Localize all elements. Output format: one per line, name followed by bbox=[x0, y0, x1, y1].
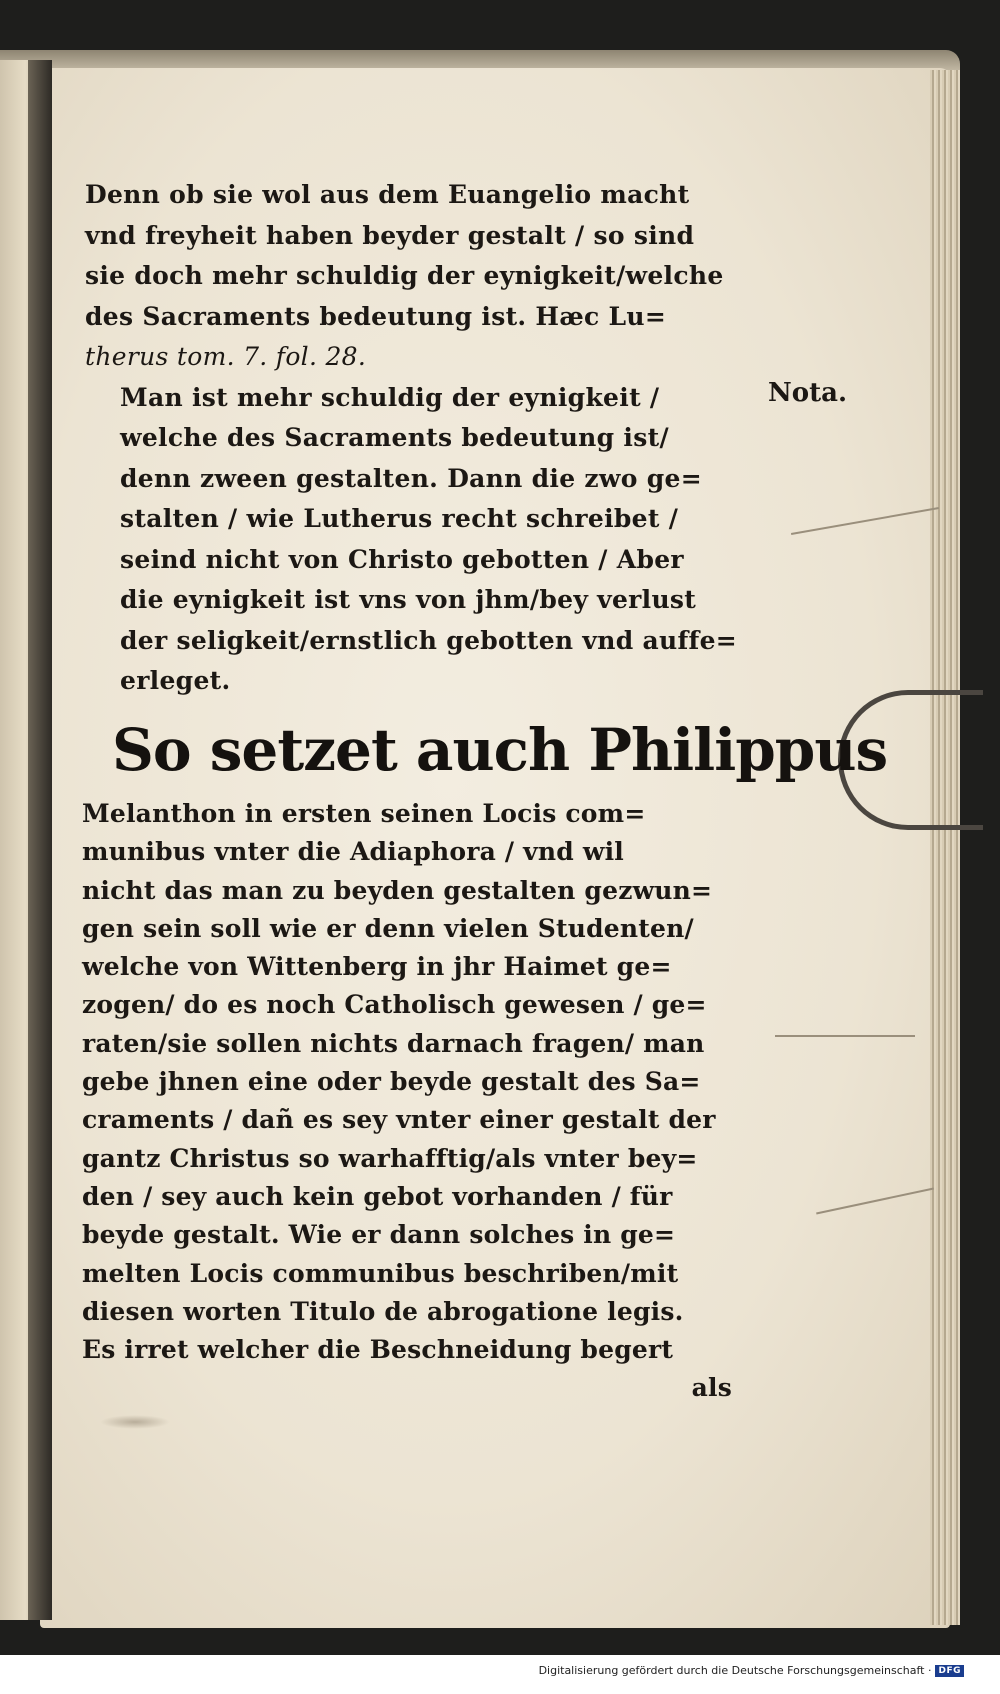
text-line: diesen worten Titulo de abrogatione legis. bbox=[82, 1296, 684, 1326]
text-line: nicht das man zu beyden gestalten gezwun= bbox=[82, 875, 713, 905]
text-line: therus tom. 7. fol. 28. bbox=[85, 342, 367, 371]
text-line: craments / dañ es sey vnter einer gestalt der bbox=[82, 1105, 716, 1135]
text-line: melten Locis communibus beschriben/mit bbox=[82, 1258, 679, 1288]
text-line: gantz Christus so warhafftig/als vnter bey= bbox=[82, 1143, 698, 1173]
text-block-1 bbox=[85, 175, 775, 702]
text-line: gebe jhnen eine oder beyde gestalt des Sa= bbox=[82, 1067, 701, 1097]
text-line: erleget. bbox=[120, 666, 231, 695]
dfg-logo: DFG bbox=[935, 1665, 964, 1677]
text-line: Denn ob sie wol aus dem Euangelio macht bbox=[85, 180, 690, 209]
text-line: den / sey auch kein gebot vorhanden / für bbox=[82, 1181, 673, 1211]
text-block-3 bbox=[82, 795, 782, 1408]
text-line: vnd freyheit haben beyder gestalt / so sind bbox=[85, 220, 695, 250]
text-line: der seligkeit/ernstlich gebotten vnd auffe= bbox=[120, 625, 738, 655]
catchword: als bbox=[691, 1373, 732, 1403]
text-line: zogen/ do es noch Catholisch gewesen / ge= bbox=[82, 990, 707, 1020]
text-line: welche des Sacraments bedeutung ist/ bbox=[120, 423, 669, 452]
text-line: Es irret welcher die Beschneidung begert bbox=[82, 1335, 674, 1365]
text-line: munibus vnter die Adiaphora / vnd wil bbox=[82, 837, 624, 867]
digitization-credit bbox=[539, 1664, 964, 1677]
marginal-note: Nota. bbox=[768, 378, 848, 408]
text-line: die eynigkeit ist vns von jhm/bey verlust bbox=[120, 585, 697, 614]
text-line: beyde gestalt. Wie er dann solches in ge= bbox=[82, 1220, 676, 1250]
text-line: Melanthon in ersten seinen Locis com= bbox=[82, 799, 646, 828]
ink-smudge bbox=[100, 1415, 170, 1429]
margin-pencil-line bbox=[775, 1035, 915, 1037]
page-block-edge bbox=[930, 70, 960, 1625]
book-gutter bbox=[28, 60, 52, 1620]
text-line: raten/sie sollen nichts darnach fragen/ man bbox=[82, 1028, 705, 1058]
text-line: des Sacraments bedeutung ist. Hæc Lu= bbox=[85, 301, 667, 331]
credit-text: Digitalisierung gefördert durch die Deutsche Forschungsgemeinschaft · bbox=[538, 1664, 932, 1677]
text-line: seind nicht von Christo gebotten / Aber bbox=[120, 544, 684, 574]
text-line: denn zween gestalten. Dann die zwo ge= bbox=[120, 463, 702, 493]
text-line: stalten / wie Lutherus recht schreibet / bbox=[120, 504, 679, 533]
text-line: Man ist mehr schuldig der eynigkeit / bbox=[120, 382, 660, 412]
section-heading: So setzet auch Philippus bbox=[112, 716, 888, 784]
text-line: sie doch mehr schuldig der eynigkeit/welche bbox=[85, 261, 724, 290]
text-line: gen sein soll wie er denn vielen Studenten/ bbox=[82, 913, 694, 943]
text-line: welche von Wittenberg in jhr Haimet ge= bbox=[82, 952, 672, 982]
